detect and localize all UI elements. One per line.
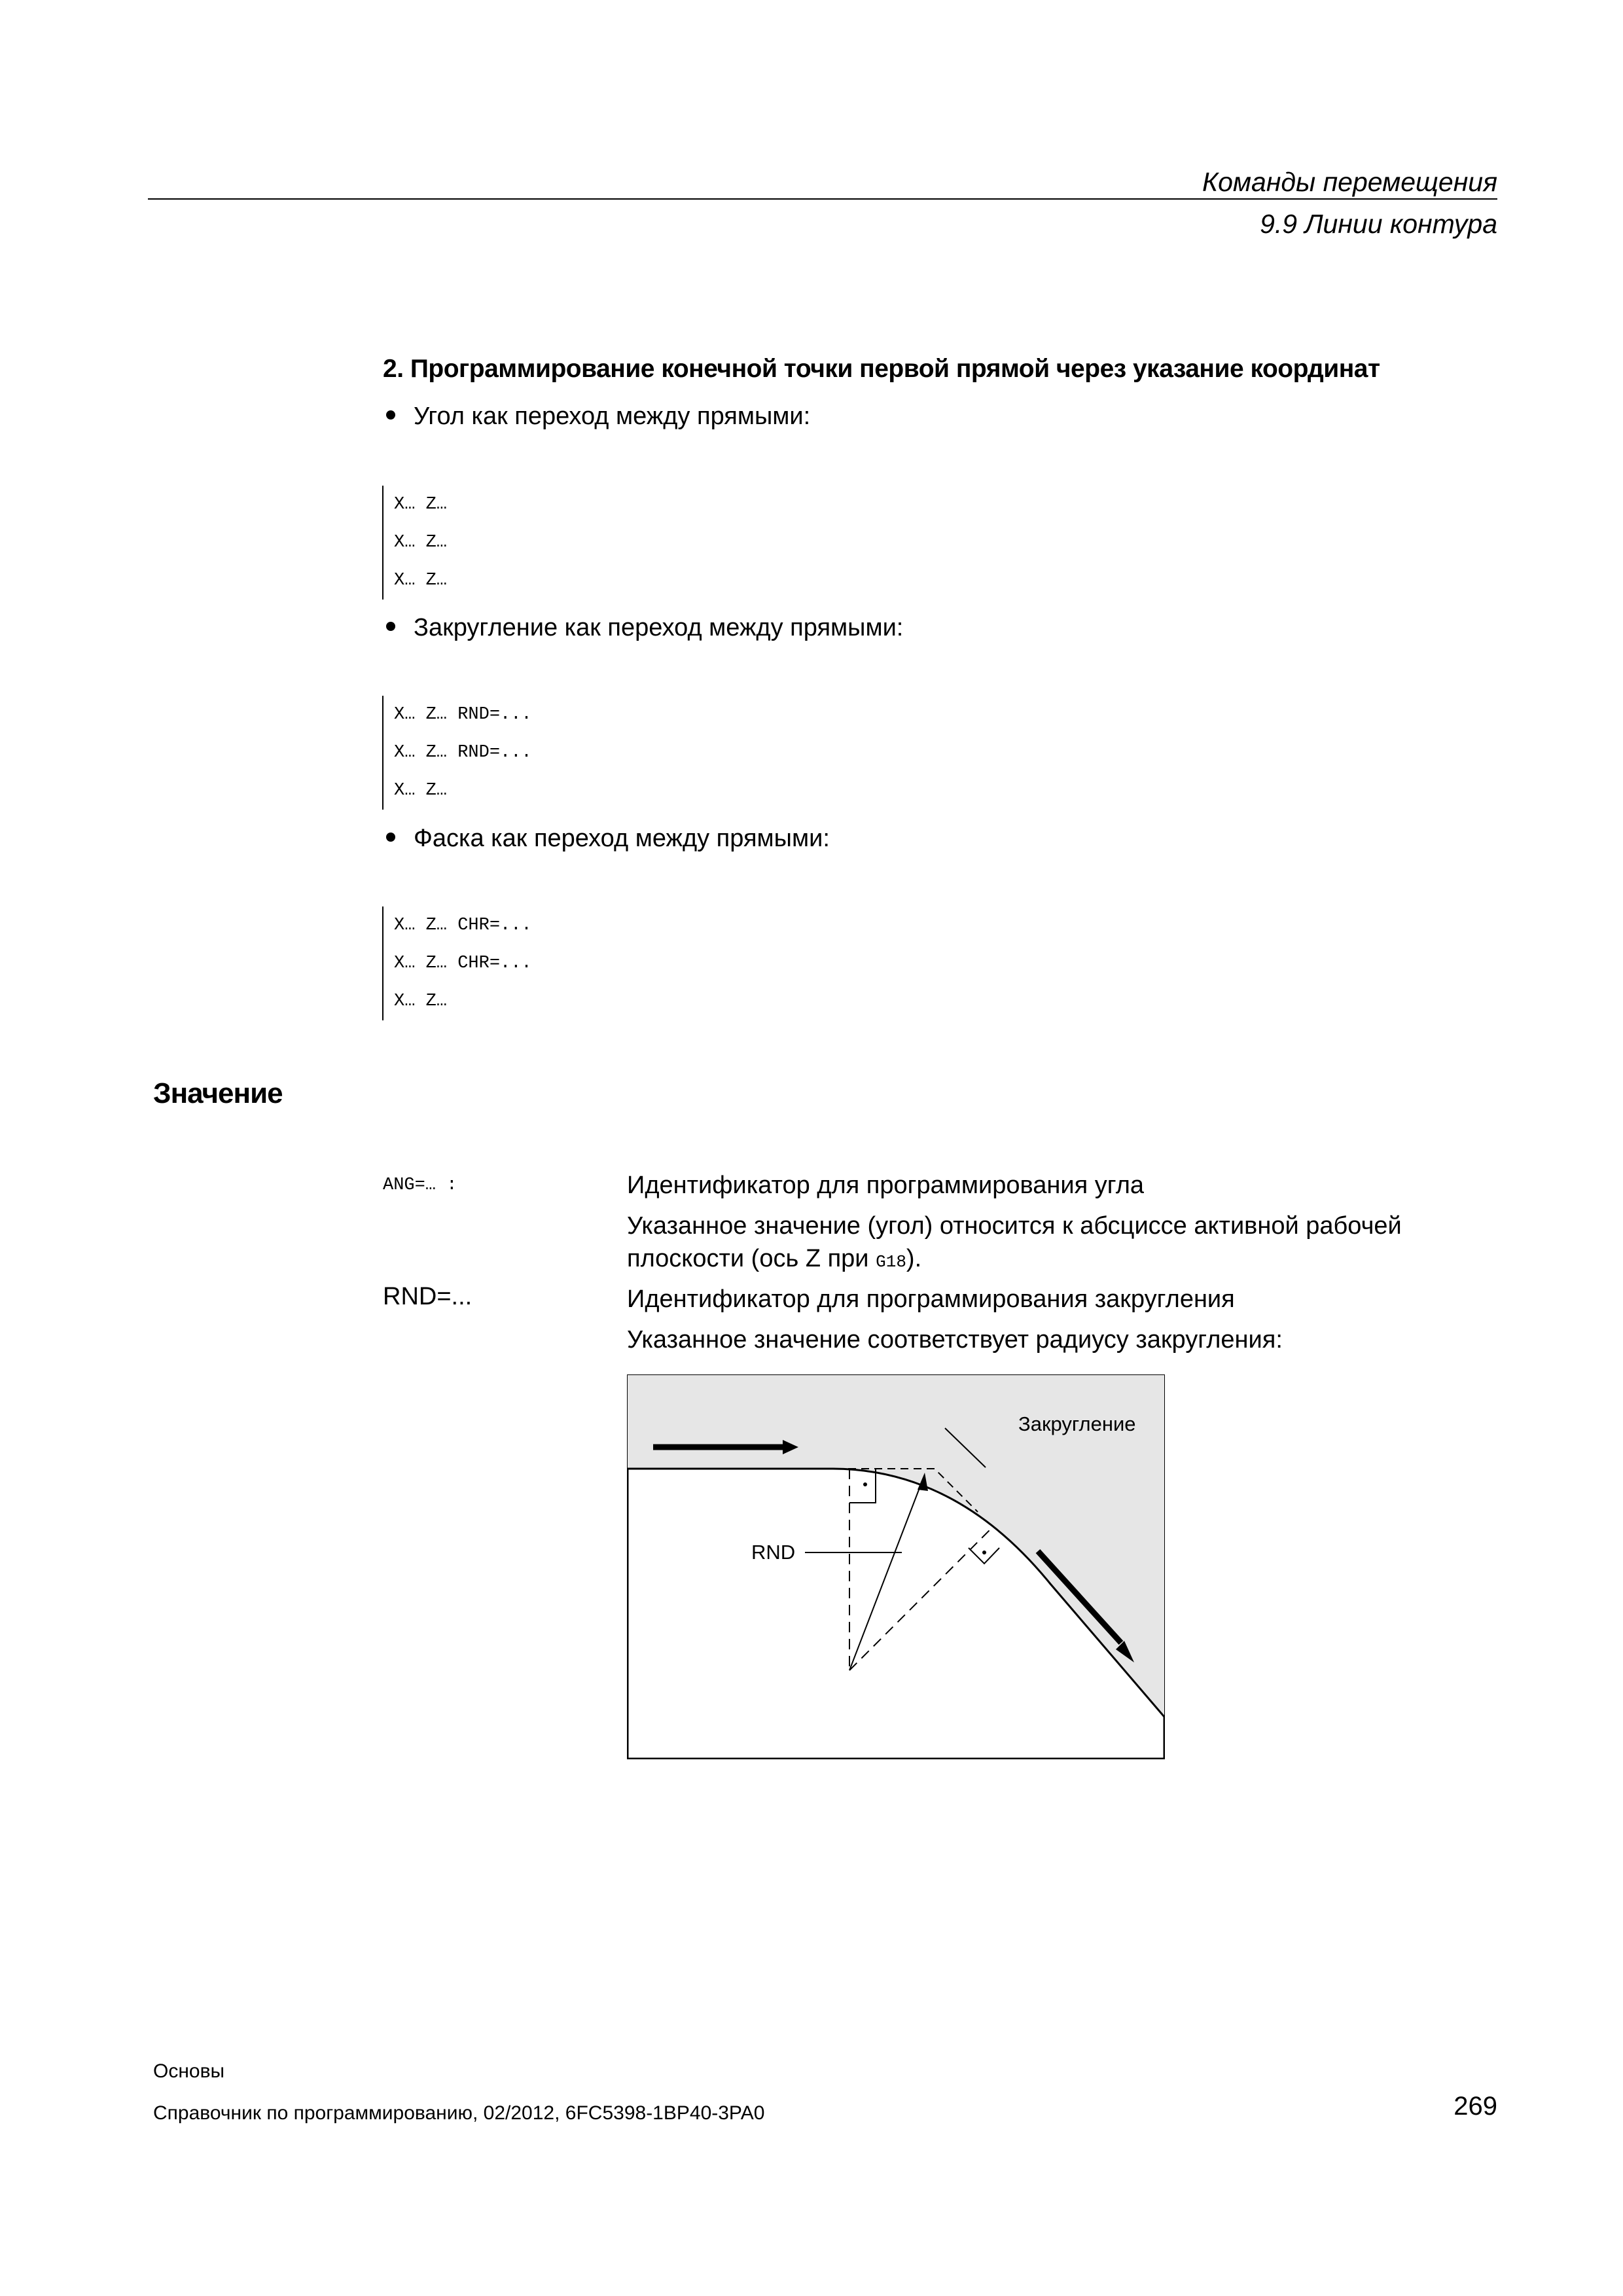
right-angle-dot-2 [982, 1551, 986, 1554]
code-line: X… Z… CHR=... [394, 916, 532, 935]
bullet-icon [386, 410, 395, 420]
param-desc-rnd [627, 1283, 1504, 1356]
param-desc-line: Идентификатор для программирования закругления [627, 1285, 1235, 1313]
code-line: X… Z… [394, 992, 448, 1011]
param-term-rnd: RND=... [383, 1283, 473, 1310]
code-line: X… Z… [394, 533, 448, 552]
bullet-label: Закругление как переход между прямыми: [414, 614, 904, 641]
bullet-item-chamfer [386, 825, 830, 853]
code-block-chamfer [382, 906, 532, 1020]
subsection-title: 2. Программирование конечной точки первой прямой через указание координат [383, 355, 1380, 383]
footer-manual-info: Справочник по программированию, 02/2012, 6FC5398-1BP40-3PA0 [153, 2102, 765, 2124]
param-desc-text: Указанное значение (угол) относится к абсциссе активной рабочей плоскости (ось Z при [627, 1212, 1402, 1272]
param-desc-ang [627, 1169, 1504, 1278]
param-desc-line: Идентификатор для программирования угла [627, 1172, 1145, 1199]
label-rounding: Закругление [1018, 1412, 1136, 1435]
bullet-item-angle [386, 403, 810, 431]
param-term-ang: ANG=… : [383, 1175, 457, 1195]
code-block-angle [382, 486, 447, 600]
bullet-label: Фаска как переход между прямыми: [414, 825, 830, 852]
code-line: X… Z… RND=... [394, 743, 532, 762]
code-line: X… Z… CHR=... [394, 954, 532, 973]
section-title-meaning: Значение [153, 1077, 283, 1109]
page-number: 269 [1454, 2092, 1497, 2121]
code-line: X… Z… [394, 781, 448, 800]
code-line: X… Z… RND=... [394, 705, 532, 725]
code-line: X… Z… [394, 495, 448, 514]
header-section: 9.9 Линии контура [1260, 209, 1497, 239]
inline-code-g18: G18 [876, 1252, 906, 1272]
bullet-icon [386, 622, 395, 631]
bullet-label: Угол как переход между прямыми: [414, 403, 811, 430]
header-chapter: Команды перемещения [1202, 167, 1497, 197]
param-desc-text-end: ). [906, 1245, 922, 1272]
label-rnd: RND [751, 1541, 796, 1564]
bullet-item-rounding [386, 614, 903, 642]
param-desc-line: Указанное значение соответствует радиусу закругления: [627, 1326, 1283, 1354]
footer-book-title: Основы [153, 2060, 225, 2082]
rounding-diagram [627, 1374, 1165, 1759]
bullet-icon [386, 833, 395, 842]
param-desc-paragraph [627, 1210, 1504, 1278]
right-angle-dot-1 [863, 1482, 867, 1486]
code-line: X… Z… [394, 571, 448, 590]
code-block-rounding [382, 696, 532, 810]
header-rule [148, 198, 1497, 200]
